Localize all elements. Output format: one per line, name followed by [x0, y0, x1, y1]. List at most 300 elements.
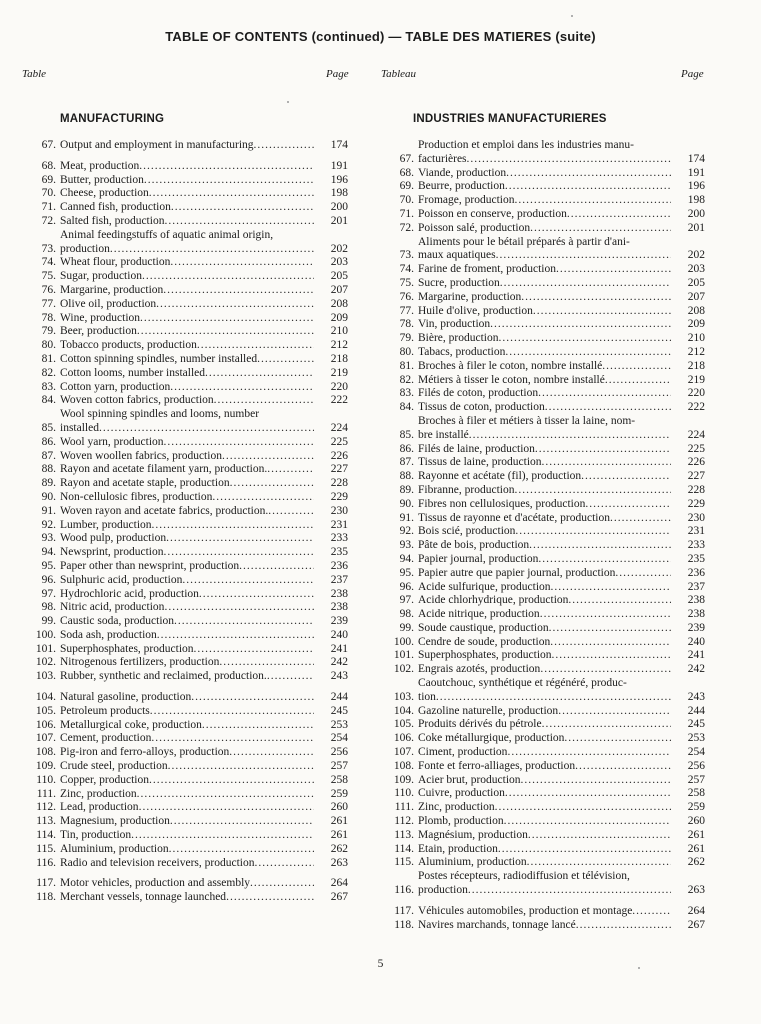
toc-entry	[22, 560, 348, 574]
toc-entry	[22, 519, 348, 533]
entry-number: 95.	[399, 566, 414, 579]
entry-page: 239	[687, 621, 705, 634]
entry-number: 112.	[36, 801, 56, 814]
dot-leader	[157, 629, 314, 643]
dot-leader	[267, 463, 314, 477]
entry-page: 210	[687, 332, 705, 345]
entry-page: 264	[330, 877, 348, 890]
entry-page: 238	[687, 594, 705, 607]
toc-entry	[22, 463, 348, 477]
entry-title: Coke métallurgique, production	[418, 732, 565, 745]
toc-entry	[380, 746, 705, 760]
entry-number: 114.	[36, 829, 56, 842]
entry-number: 73.	[41, 242, 56, 255]
entry-title: Bois scié, production	[418, 525, 516, 538]
dot-leader	[467, 153, 671, 167]
dot-leader	[632, 905, 671, 919]
entry-title: Acide nitrique, production	[418, 608, 540, 621]
entry-number: 101.	[393, 649, 414, 662]
entry-title: Meat, production	[60, 159, 140, 172]
entry-title: Hydrochloric acid, production	[60, 587, 199, 600]
entry-page: 262	[330, 842, 348, 855]
entry-page: 257	[330, 760, 348, 773]
dot-leader	[529, 539, 671, 553]
dot-leader	[191, 691, 314, 705]
entry-number: 71.	[41, 201, 56, 214]
entry-title: Beer, production	[60, 325, 137, 338]
dot-leader	[170, 256, 314, 270]
entry-page: 244	[330, 691, 348, 704]
entry-number: 78.	[399, 318, 414, 331]
entry-title: Cotton yarn, production	[60, 380, 171, 393]
dot-leader	[156, 298, 314, 312]
entry-title: Non-cellulosic fibres, production	[60, 490, 213, 503]
toc-entry	[22, 546, 348, 560]
entry-number: 107.	[393, 746, 414, 759]
entry-number: 118.	[394, 918, 414, 931]
entry-title: Fonte et ferro-alliages, production	[418, 759, 576, 772]
dot-leader	[585, 498, 671, 512]
toc-entry	[380, 139, 705, 167]
dot-leader	[581, 470, 671, 484]
entry-number: 93.	[399, 539, 414, 552]
entry-number: 91.	[399, 511, 414, 524]
toc-entry	[22, 339, 348, 353]
entry-title: Fromage, production	[418, 194, 515, 207]
toc-entry	[22, 298, 348, 312]
dot-leader	[436, 691, 671, 705]
toc-entry	[22, 643, 348, 657]
entry-page: 224	[687, 428, 705, 441]
entry-title: Soude caustique, production	[418, 621, 549, 634]
entry-number: 87.	[399, 456, 414, 469]
toc-entry	[22, 774, 348, 788]
dot-leader	[468, 884, 671, 898]
entry-number: 113.	[394, 828, 414, 841]
entry-title: Rayon and acetate staple, production	[60, 477, 230, 490]
entry-number: 88.	[399, 470, 414, 483]
entry-page: 228	[687, 483, 705, 496]
entry-title: Cement, production	[60, 732, 152, 745]
entry-title: Output and employment in manufacturing	[60, 139, 254, 151]
entry-number: 90.	[399, 497, 414, 510]
dot-leader	[142, 270, 314, 284]
entry-page: 260	[330, 801, 348, 814]
entry-page: 229	[330, 490, 348, 503]
dot-leader	[170, 815, 314, 829]
entry-number: 93.	[41, 532, 56, 545]
dot-leader	[538, 387, 671, 401]
contents-list-fr	[380, 139, 705, 932]
toc-entry	[380, 318, 705, 332]
entry-number: 92.	[399, 525, 414, 538]
entry-title: Woven rayon and acetate fabrics, production.	[60, 504, 269, 517]
scan-speck	[638, 967, 640, 969]
entry-title: Woven woollen fabrics, production	[60, 449, 222, 462]
entry-page: 174	[330, 139, 348, 151]
entry-number: 90.	[41, 490, 56, 503]
toc-entry	[22, 691, 348, 705]
entry-title: Tin, production	[60, 829, 132, 842]
entry-number: 108.	[35, 746, 56, 759]
dot-leader	[615, 567, 671, 581]
entry-page: 240	[687, 635, 705, 648]
dot-leader	[250, 877, 314, 891]
entry-number: 116.	[36, 856, 56, 869]
toc-entry	[22, 815, 348, 829]
entry-title: Magnesium, production	[60, 815, 170, 828]
entry-page: 254	[687, 746, 705, 759]
toc-entry	[22, 174, 348, 188]
dot-leader	[152, 519, 314, 533]
dot-leader	[610, 512, 671, 526]
entry-title: Farine de froment, production	[418, 263, 556, 276]
entry-number: 87.	[41, 449, 56, 462]
entry-title: Margarine, production	[60, 283, 164, 296]
entry-title: Huile d'olive, production	[418, 304, 533, 317]
toc-entry	[22, 746, 348, 760]
dot-leader	[528, 829, 671, 843]
table-column-header: Table	[22, 68, 47, 80]
entry-page: 258	[330, 773, 348, 786]
dot-leader	[163, 546, 314, 560]
entry-title: Acide chlorhydrique, production	[418, 594, 569, 607]
toc-entry	[380, 332, 705, 346]
entry-title: Wheat flour, production	[60, 256, 171, 269]
entry-number: 105.	[393, 718, 414, 731]
entry-title-continued: production	[418, 884, 468, 897]
entry-title: Pig-iron and ferro-alloys, production	[60, 746, 230, 759]
entry-number: 82.	[399, 373, 414, 386]
scan-speck	[571, 15, 573, 17]
entry-page: 242	[330, 656, 348, 669]
dot-leader	[202, 719, 314, 733]
entry-page: 227	[687, 470, 705, 483]
dot-leader	[222, 450, 314, 464]
toc-entry	[22, 229, 348, 257]
entry-page: 212	[330, 339, 348, 352]
entry-title: Etain, production	[418, 842, 498, 855]
dot-leader	[267, 670, 314, 684]
entry-page: 224	[330, 421, 348, 434]
entry-title: Postes récepteurs, radiodiffusion et télévision,	[418, 870, 630, 883]
entry-number: 69.	[41, 173, 56, 186]
entry-page: 222	[330, 394, 348, 407]
entry-page: 201	[687, 221, 705, 234]
entry-number: 100.	[393, 635, 414, 648]
entry-page: 201	[330, 214, 348, 227]
entry-title: Aluminium, production	[418, 856, 527, 869]
entry-number: 116.	[394, 884, 414, 897]
toc-entry	[380, 732, 705, 746]
dot-leader	[556, 263, 671, 277]
entry-title: Caustic soda, production	[60, 615, 175, 628]
entry-title: Caoutchouc, synthétique et régénéré, produc-	[418, 677, 627, 690]
toc-entry	[380, 443, 705, 457]
dot-leader	[542, 718, 671, 732]
toc-entry	[22, 284, 348, 298]
dot-leader	[139, 160, 314, 174]
entry-title: Tobacco products, production	[60, 339, 197, 352]
entry-title: Rayon and acetate filament yarn, production.	[60, 463, 268, 476]
entry-title: Métiers à tisser le coton, nombre installé	[418, 373, 605, 386]
dot-leader	[140, 312, 314, 326]
dot-leader	[168, 760, 314, 774]
section-title-en: MANUFACTURING	[60, 113, 165, 125]
dot-leader	[540, 608, 671, 622]
entry-title: Tissus de coton, production	[418, 401, 545, 414]
dot-leader	[496, 249, 671, 263]
entry-page: 242	[687, 663, 705, 676]
dot-leader	[514, 194, 671, 208]
dot-leader	[545, 401, 671, 415]
dot-leader	[164, 436, 314, 450]
entry-page: 200	[687, 207, 705, 220]
entry-page: 253	[687, 732, 705, 745]
entry-number: 96.	[399, 580, 414, 593]
toc-entry	[380, 801, 705, 815]
entry-title: Engrais azotés, production	[418, 663, 541, 676]
entry-page: 257	[687, 773, 705, 786]
dot-leader	[230, 477, 314, 491]
entry-title: Magnésium, production	[418, 828, 528, 841]
entry-number: 94.	[399, 552, 414, 565]
entry-number: 103.	[35, 670, 56, 683]
entry-number: 70.	[41, 187, 56, 200]
entry-title-continued: tion	[418, 690, 436, 703]
toc-entry	[22, 187, 348, 201]
toc-entry	[380, 387, 705, 401]
toc-entry	[22, 788, 348, 802]
entry-page: 267	[687, 918, 705, 931]
entry-number: 82.	[41, 366, 56, 379]
toc-entry	[22, 436, 348, 450]
dot-leader	[149, 187, 314, 201]
contents-list-en	[22, 139, 348, 905]
dot-leader	[171, 201, 314, 215]
entry-title: Tabacs, production	[418, 345, 506, 358]
dot-leader	[110, 243, 314, 257]
entry-page: 237	[687, 580, 705, 593]
toc-entry	[22, 843, 348, 857]
toc-entry	[22, 408, 348, 436]
entry-title: Rayonne et acétate (fil), production	[418, 470, 582, 483]
entry-title: Poisson en conserve, production	[418, 207, 567, 220]
entry-title: Rubber, synthetic and reclaimed, production.	[60, 670, 267, 683]
toc-entry	[22, 801, 348, 815]
entry-page: 200	[330, 201, 348, 214]
entry-title: Tissus de laine, production	[418, 456, 542, 469]
entry-page: 238	[330, 601, 348, 614]
entry-title: Cuivre, production	[418, 787, 505, 800]
entry-number: 118.	[36, 891, 56, 904]
entry-page: 212	[687, 345, 705, 358]
entry-number: 83.	[399, 387, 414, 400]
toc-entry	[380, 498, 705, 512]
entry-number: 104.	[393, 704, 414, 717]
entry-page: 225	[687, 442, 705, 455]
entry-number: 112.	[394, 815, 414, 828]
entry-page: 260	[687, 815, 705, 828]
entry-number: 115.	[36, 842, 56, 855]
toc-entry	[22, 201, 348, 215]
toc-entry	[380, 636, 705, 650]
entry-page: 236	[687, 566, 705, 579]
toc-entry	[22, 588, 348, 602]
entry-page: 256	[687, 759, 705, 772]
entry-number: 74.	[399, 263, 414, 276]
entry-number: 88.	[41, 463, 56, 476]
entry-number: 97.	[399, 594, 414, 607]
entry-title: Broches à filer le coton, nombre installé	[418, 359, 603, 372]
entry-number: 74.	[41, 256, 56, 269]
entry-number: 69.	[399, 180, 414, 193]
entry-page: 220	[330, 380, 348, 393]
dot-leader	[568, 594, 671, 608]
dot-leader	[602, 360, 671, 374]
dot-leader	[490, 318, 671, 332]
entry-page: 239	[330, 615, 348, 628]
dot-leader	[163, 284, 314, 298]
toc-entry	[22, 477, 348, 491]
entry-page: 226	[687, 456, 705, 469]
entry-number: 81.	[399, 359, 414, 372]
toc-entry	[380, 843, 705, 857]
toc-entry	[380, 305, 705, 319]
entry-page: 245	[687, 718, 705, 731]
entry-number: 104.	[35, 691, 56, 704]
entry-page: 196	[687, 180, 705, 193]
toc-entry	[22, 732, 348, 746]
section-title-fr: INDUSTRIES MANUFACTURIERES	[413, 113, 607, 125]
dot-leader	[268, 505, 314, 519]
entry-page: 261	[330, 815, 348, 828]
entry-page: 264	[687, 904, 705, 917]
toc-entry	[22, 353, 348, 367]
entry-page: 174	[687, 152, 705, 165]
entry-title: Zinc, production	[418, 801, 495, 814]
dot-leader	[507, 746, 671, 760]
entry-page: 243	[330, 670, 348, 683]
entry-page: 261	[687, 828, 705, 841]
entry-title: Poisson salé, production	[418, 221, 531, 234]
entry-title: Newsprint, production	[60, 546, 164, 559]
entry-title: Woven cotton fabrics, production	[60, 394, 214, 407]
dot-leader	[137, 325, 314, 339]
entry-title-continued: production	[60, 242, 110, 255]
entry-number: 80.	[41, 339, 56, 352]
entry-number: 99.	[399, 621, 414, 634]
toc-entry	[22, 656, 348, 670]
entry-number: 97.	[41, 587, 56, 600]
dot-leader	[254, 139, 314, 153]
entry-page: 238	[330, 587, 348, 600]
entry-page: 259	[687, 801, 705, 814]
entry-number: 83.	[41, 380, 56, 393]
entry-number: 72.	[41, 214, 56, 227]
entry-number: 108.	[393, 759, 414, 772]
dot-leader	[151, 732, 314, 746]
dot-leader	[164, 601, 314, 615]
entry-page: 225	[330, 435, 348, 448]
entry-title: Fibranne, production	[418, 483, 515, 496]
entry-number: 68.	[41, 159, 56, 172]
entry-page: 254	[330, 732, 348, 745]
toc-entry	[380, 360, 705, 374]
page-column-header-en: Page	[326, 68, 349, 80]
toc-entry	[380, 705, 705, 719]
entry-number: 78.	[41, 311, 56, 324]
dot-leader	[139, 801, 314, 815]
dot-leader	[505, 787, 671, 801]
entry-title-continued: maux aquatiques	[418, 249, 496, 262]
toc-entry	[22, 505, 348, 519]
dot-leader	[199, 588, 314, 602]
entry-number: 106.	[393, 732, 414, 745]
entry-number: 75.	[399, 276, 414, 289]
entry-number: 86.	[41, 435, 56, 448]
toc-entry	[22, 629, 348, 643]
toc-entry	[380, 346, 705, 360]
entry-page: 262	[687, 856, 705, 869]
entry-page: 207	[687, 290, 705, 303]
entry-title: Fibres non cellulosiques, production	[418, 497, 586, 510]
toc-entry	[380, 594, 705, 608]
dot-leader	[144, 174, 314, 188]
entry-number: 76.	[399, 290, 414, 303]
entry-page: 233	[330, 532, 348, 545]
dot-leader	[174, 615, 314, 629]
entry-number: 84.	[41, 394, 56, 407]
entry-title: Petroleum products	[60, 704, 150, 717]
toc-entry	[380, 663, 705, 677]
toc-entry	[22, 367, 348, 381]
entry-page: 244	[687, 704, 705, 717]
entry-title: Pâte de bois, production	[418, 539, 530, 552]
toc-entry	[22, 394, 348, 408]
toc-entry	[22, 857, 348, 871]
entry-page: 235	[330, 546, 348, 559]
toc-entry	[22, 160, 348, 174]
entry-page: 253	[330, 718, 348, 731]
entry-title: Natural gasoline, production	[60, 691, 192, 704]
entry-number: 102.	[35, 656, 56, 669]
entry-page: 210	[330, 325, 348, 338]
dot-leader	[567, 208, 671, 222]
page-column-header-fr: Page	[681, 68, 704, 80]
entry-title: Superphosphates, production	[418, 649, 552, 662]
dot-leader	[521, 291, 671, 305]
entry-title: Butter, production	[60, 173, 144, 186]
entry-page: 240	[330, 628, 348, 641]
dot-leader	[505, 346, 671, 360]
toc-entry	[22, 532, 348, 546]
entry-title: Nitrogenous fertilizers, production	[60, 656, 220, 669]
toc-entry	[380, 415, 705, 443]
entry-number: 99.	[41, 615, 56, 628]
entry-page: 263	[687, 884, 705, 897]
entry-page: 263	[330, 856, 348, 869]
toc-entry	[380, 167, 705, 181]
entry-page: 222	[687, 401, 705, 414]
entry-page: 233	[687, 539, 705, 552]
entry-title: Wood pulp, production	[60, 532, 167, 545]
entry-number: 94.	[41, 546, 56, 559]
dot-leader	[564, 732, 671, 746]
entry-title: Véhicules automobiles, production et montage	[418, 904, 633, 917]
toc-entry	[380, 787, 705, 801]
entry-number: 114.	[394, 842, 414, 855]
